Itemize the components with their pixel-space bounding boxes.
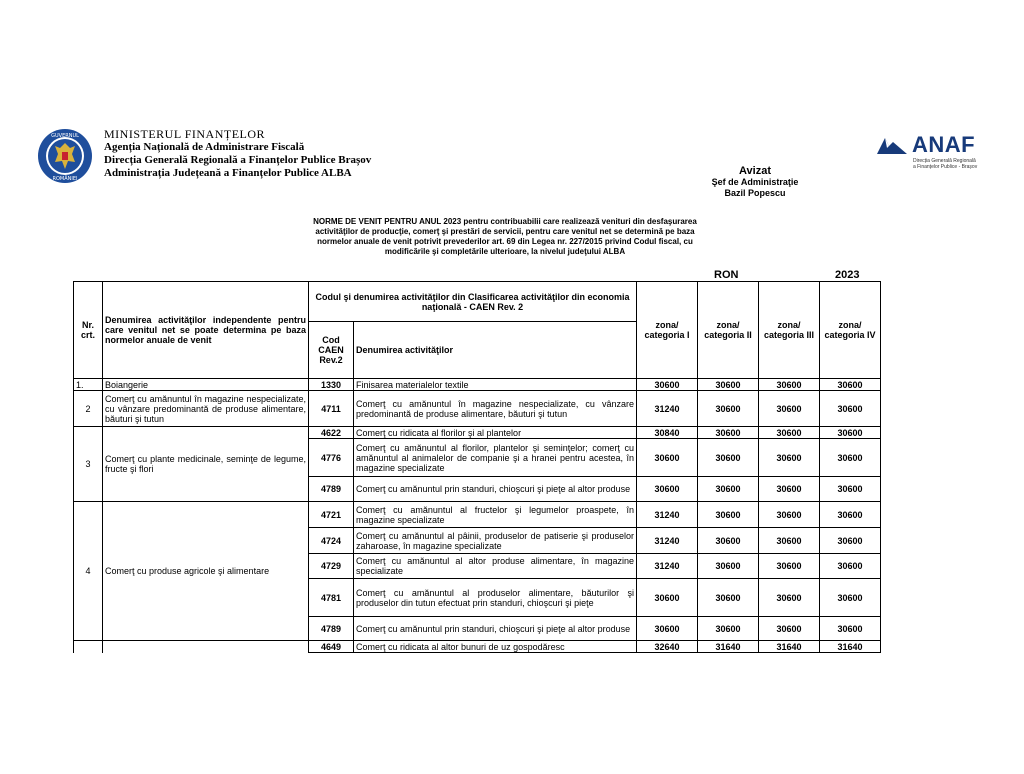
row-zone-3: 31640 (759, 641, 820, 653)
row-zone-4: 30600 (820, 554, 881, 579)
anaf-subtitle-1: Direcția Generală Regională (913, 158, 976, 164)
row-zone-4: 30600 (820, 617, 881, 641)
row-zone-1: 32640 (637, 641, 698, 653)
header-zone-1: zona/ categoria I (637, 282, 698, 379)
approval-block (690, 166, 820, 199)
row-caen-name: Comerţ cu amănuntul al florilor, plantelor şi seminţelor; comerţ cu amănuntul al animalelor de companie şi a hranei pentru acestea, în magazine specializate (354, 439, 637, 477)
row-zone-3: 30600 (759, 427, 820, 439)
row-nr: 1. (74, 379, 103, 391)
row-zone-2: 30600 (698, 439, 759, 477)
row-caen-name: Comerţ cu ridicata al altor bunuri de uz gospodăresc (354, 641, 637, 653)
row-code: 4776 (309, 439, 354, 477)
table-row (74, 641, 881, 653)
row-zone-1: 30600 (637, 579, 698, 617)
anaf-mark-icon (875, 134, 909, 156)
row-zone-4: 30600 (820, 379, 881, 391)
row-code: 4721 (309, 502, 354, 528)
row-caen-name: Comerţ cu amănuntul al fructelor şi legumelor proaspete, în magazine specializate (354, 502, 637, 528)
row-zone-4: 30600 (820, 427, 881, 439)
header-zone-3: zona/ categoria III (759, 282, 820, 379)
row-caen-name: Comerţ cu amănuntul al altor produse alimentare, în magazine specializate (354, 554, 637, 579)
row-zone-3: 30600 (759, 617, 820, 641)
row-caen-name: Finisarea materialelor textile (354, 379, 637, 391)
approval-title: Avizat (739, 165, 771, 177)
government-seal-logo (37, 128, 93, 184)
table-row (74, 379, 881, 391)
row-zone-2: 30600 (698, 617, 759, 641)
row-caen-name: Comerţ cu amănuntul prin standuri, chioşcuri şi pieţe al altor produse (354, 617, 637, 641)
row-zone-4: 30600 (820, 528, 881, 554)
header-caen-group: Codul şi denumirea activităţilor din Clasificarea activităţilor din economia naţională - CAEN Rev. 2 (309, 282, 637, 322)
ministry-name: MINISTERUL FINANȚELOR (104, 127, 266, 141)
currency-label: RON (714, 269, 739, 281)
row-caen-name: Comerţ cu ridicata al florilor şi al plantelor (354, 427, 637, 439)
row-zone-4: 31640 (820, 641, 881, 653)
row-activity: Comerţ cu plante medicinale, seminţe de legume, fructe şi flori (103, 427, 309, 502)
row-code: 4649 (309, 641, 354, 653)
row-code: 4622 (309, 427, 354, 439)
row-activity: Boiangerie (103, 379, 309, 391)
approval-name: Bazil Popescu (724, 188, 786, 198)
row-zone-3: 30600 (759, 528, 820, 554)
table-row (74, 502, 881, 528)
row-zone-2: 30600 (698, 379, 759, 391)
row-code: 1330 (309, 379, 354, 391)
svg-text:GUVERNUL: GUVERNUL (51, 133, 79, 139)
row-zone-3: 30600 (759, 391, 820, 427)
anaf-subtitle-2: a Finanțelor Publice - Brașov (913, 164, 978, 170)
row-caen-name: Comerţ cu amănuntul al pâinii, produselor de patiserie şi produselor zaharoase, în magazine specializate (354, 528, 637, 554)
row-activity: Comerţ cu amănuntul în magazine nespecializate, cu vânzare predominantă de produse alimentare, băuturi şi tutun (103, 391, 309, 427)
approval-role: Şef de Administraţie (711, 177, 799, 187)
row-zone-4: 30600 (820, 391, 881, 427)
administration-name: Administrația Județeană a Finanțelor Publice ALBA (104, 167, 352, 179)
row-zone-3: 30600 (759, 502, 820, 528)
row-zone-4: 30600 (820, 439, 881, 477)
agency-name: Agenția Națională de Administrare Fiscală (104, 141, 305, 153)
header-nr: Nr. crt. (74, 282, 103, 379)
row-zone-1: 31240 (637, 391, 698, 427)
table-row (74, 427, 881, 439)
row-zone-1: 30840 (637, 427, 698, 439)
row-zone-4: 30600 (820, 579, 881, 617)
row-zone-3: 30600 (759, 579, 820, 617)
row-zone-1: 30600 (637, 379, 698, 391)
anaf-wordmark: ANAF (912, 132, 976, 157)
row-zone-2: 30600 (698, 477, 759, 502)
row-zone-2: 30600 (698, 528, 759, 554)
row-zone-2: 30600 (698, 427, 759, 439)
row-code: 4789 (309, 477, 354, 502)
row-caen-name: Comerţ cu amănuntul prin standuri, chioşcuri şi pieţe al altor produse (354, 477, 637, 502)
income-norms-table (73, 281, 881, 653)
header-activity: Denumirea activităţilor independente pentru care venitul net se poate determina pe baza normelor anuale de venit (103, 282, 309, 379)
row-zone-1: 30600 (637, 439, 698, 477)
header-caen-code: Cod CAEN Rev.2 (309, 322, 354, 379)
row-zone-1: 31240 (637, 502, 698, 528)
row-zone-2: 30600 (698, 502, 759, 528)
row-code: 4781 (309, 579, 354, 617)
row-zone-1: 31240 (637, 528, 698, 554)
header-zone-2: zona/ categoria II (698, 282, 759, 379)
row-nr (74, 641, 103, 653)
row-caen-name: Comerţ cu amănuntul în magazine nespecializate, cu vânzare predominantă de produse alimentare, băuturi şi tutun (354, 391, 637, 427)
row-zone-1: 30600 (637, 477, 698, 502)
anaf-logo (875, 132, 985, 170)
year-label: 2023 (835, 269, 860, 281)
row-zone-2: 30600 (698, 391, 759, 427)
row-zone-1: 30600 (637, 617, 698, 641)
row-zone-3: 30600 (759, 439, 820, 477)
row-activity (103, 641, 309, 653)
row-zone-1: 31240 (637, 554, 698, 579)
document-title: NORME DE VENIT PENTRU ANUL 2023 pentru contribuabilii care realizează venituri din desfaşurarea activităţilor de producţie, comerţ şi prestări de servicii, pentru care venitul net se determină pe baza normelor anuale de venit potrivit prevederilor art. 69 din Legea nr. 227/2015 privind Codul fiscal, cu modificările şi completările ulterioare, la nivelul judeţului ALBA (313, 217, 697, 256)
row-activity: Comerţ cu produse agricole şi alimentare (103, 502, 309, 641)
row-zone-3: 30600 (759, 554, 820, 579)
row-zone-2: 31640 (698, 641, 759, 653)
header-zone-4: zona/ categoria IV (820, 282, 881, 379)
header-caen-name: Denumirea activităţilor (354, 322, 637, 379)
table-row (74, 391, 881, 427)
row-zone-2: 30600 (698, 554, 759, 579)
row-zone-2: 30600 (698, 579, 759, 617)
row-zone-3: 30600 (759, 379, 820, 391)
row-nr: 2 (74, 391, 103, 427)
row-nr: 4 (74, 502, 103, 641)
row-zone-4: 30600 (820, 502, 881, 528)
row-code: 4789 (309, 617, 354, 641)
row-code: 4724 (309, 528, 354, 554)
ministry-header (104, 128, 371, 180)
row-code: 4711 (309, 391, 354, 427)
svg-text:ROMÂNIEI: ROMÂNIEI (52, 176, 78, 182)
row-nr: 3 (74, 427, 103, 502)
row-zone-3: 30600 (759, 477, 820, 502)
row-caen-name: Comerţ cu amănuntul al produselor alimentare, băuturilor şi produselor din tutun efectuat prin standuri, chioşcuri şi pieţe (354, 579, 637, 617)
directorate-name: Direcția Generală Regională a Finanțelor Publice Brașov (104, 154, 372, 166)
row-zone-4: 30600 (820, 477, 881, 502)
row-code: 4729 (309, 554, 354, 579)
